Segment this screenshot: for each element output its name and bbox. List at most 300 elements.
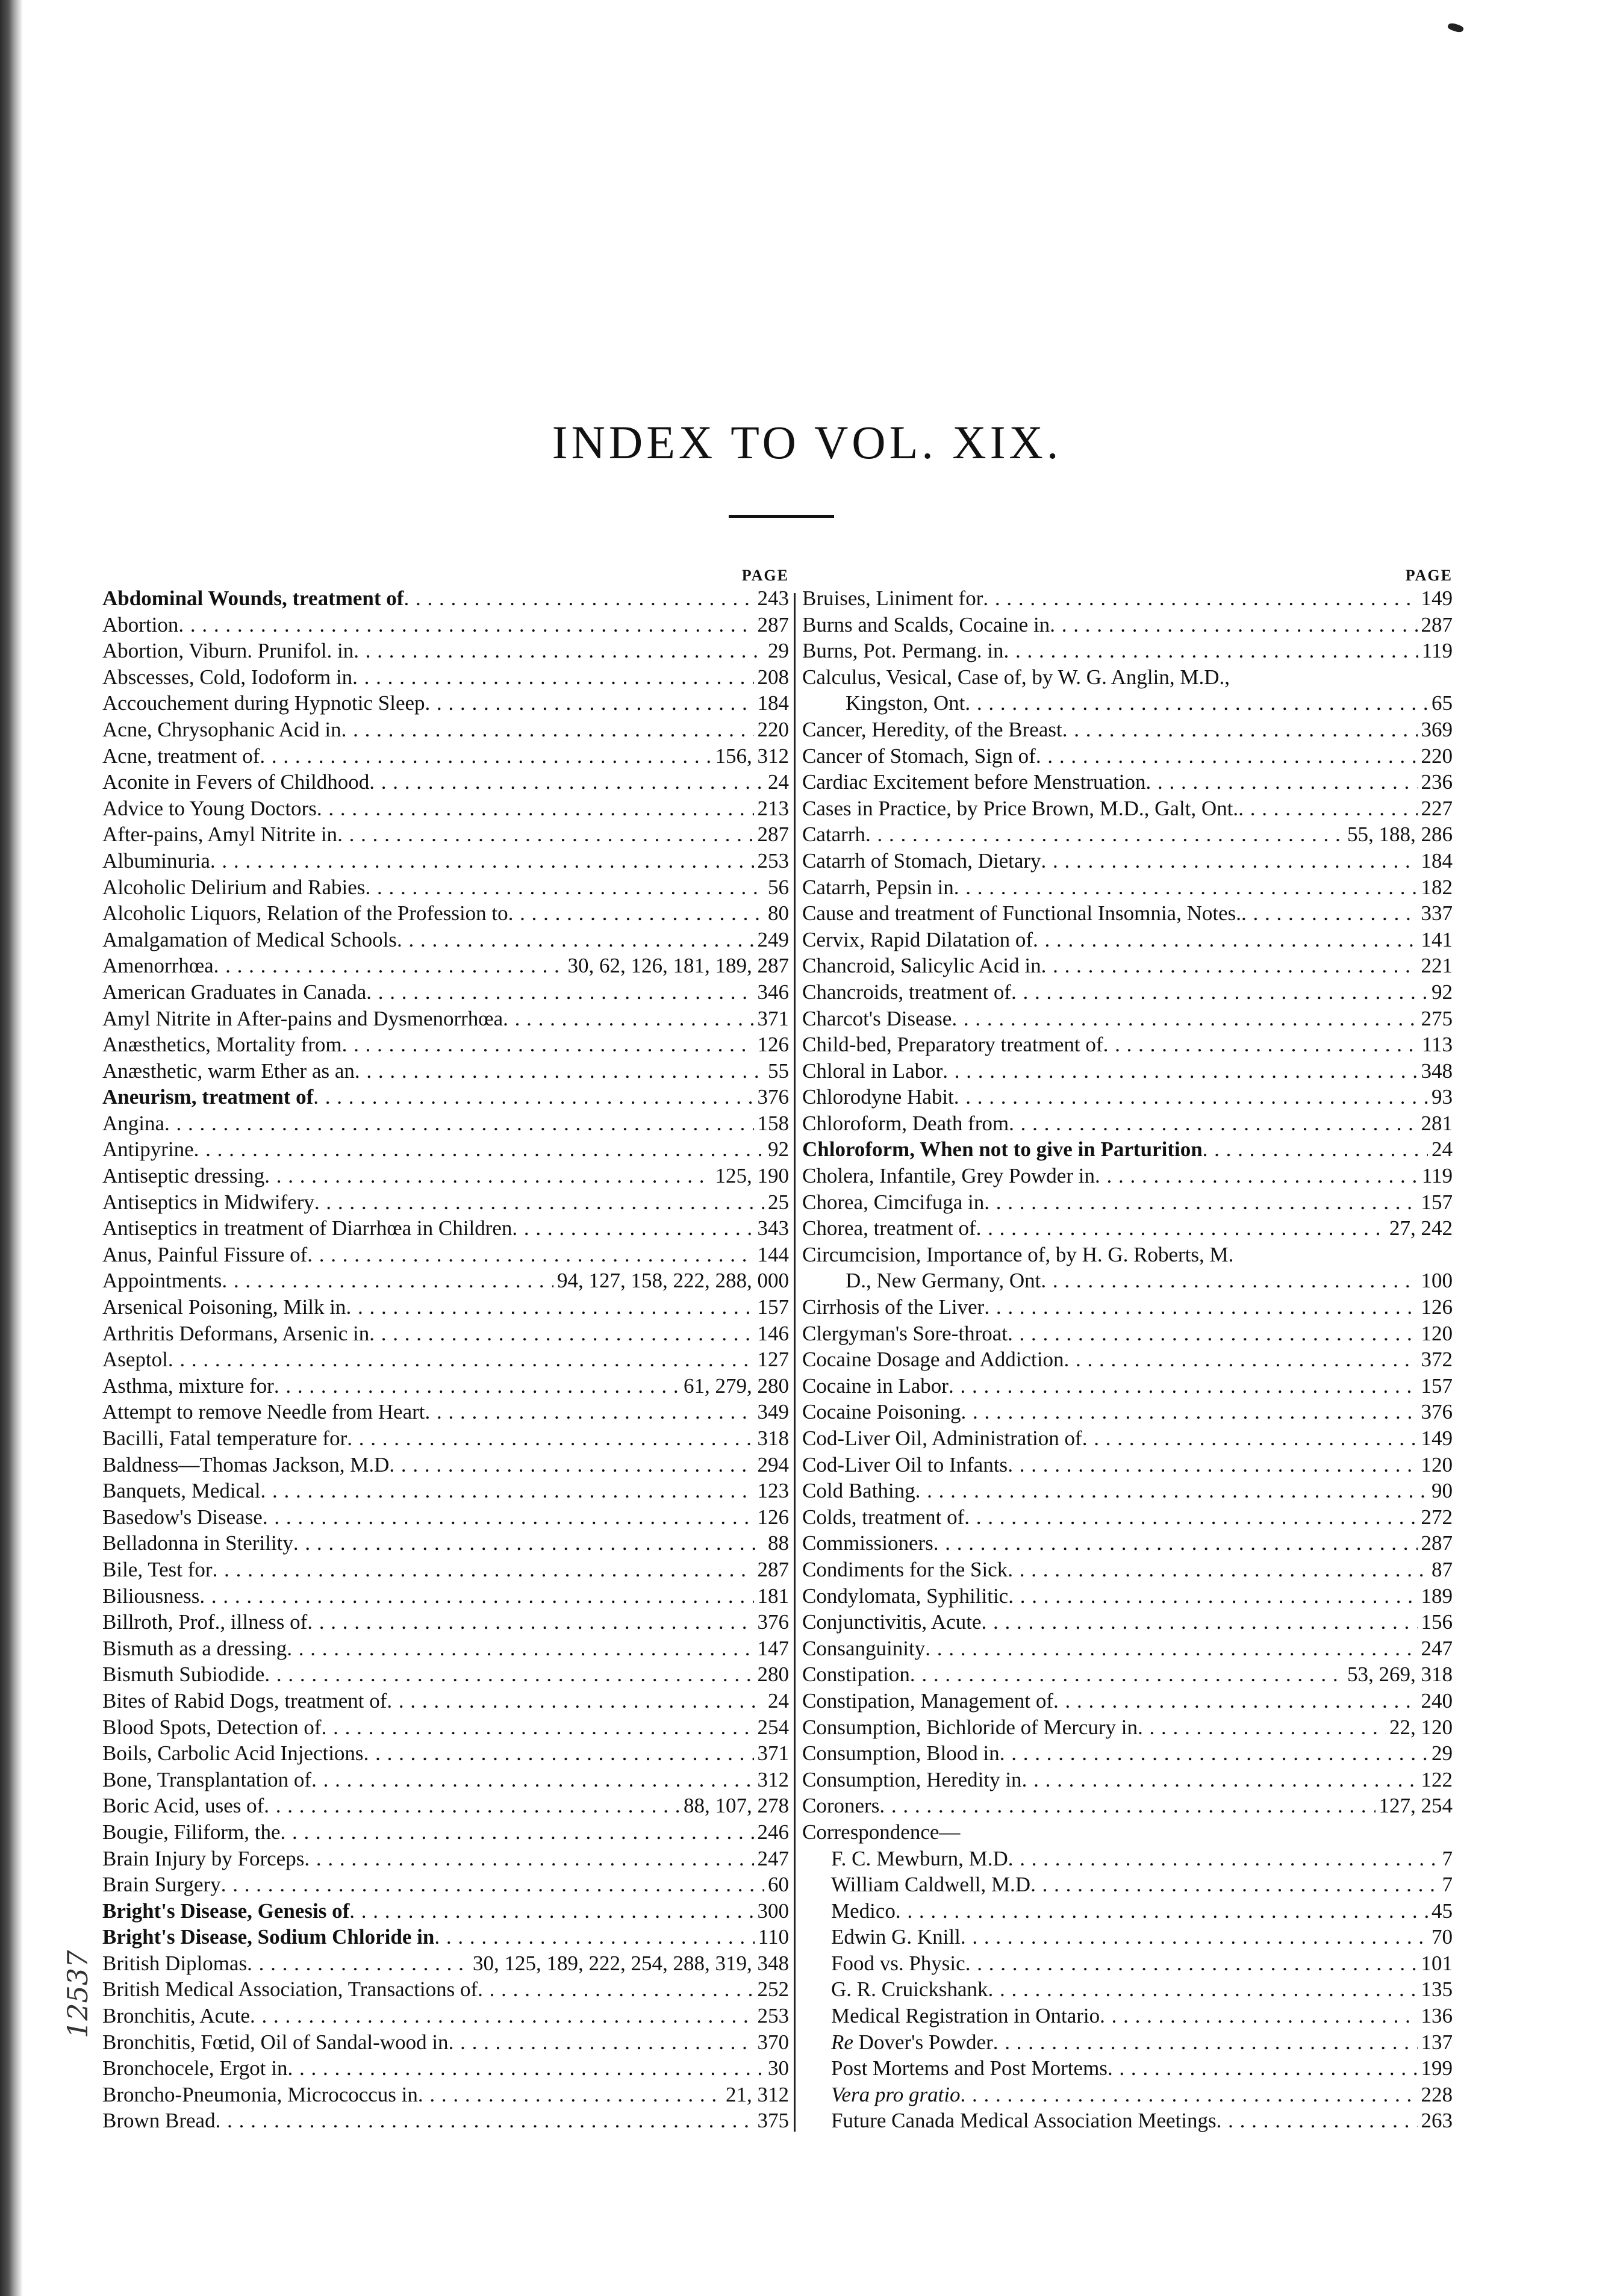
index-entry [802,1898,1453,1924]
index-entry-text: G. R. Cruickshank [831,1977,988,2002]
index-entry [802,1950,1453,1977]
index-entry [102,1661,789,1688]
dot-leader [508,900,764,927]
dot-leader [349,1898,753,1924]
index-entry-page: 199 [1421,2056,1453,2080]
index-entry-page: 247 [757,1846,789,1870]
index-entry-page: 29 [768,639,789,663]
index-entry-page: 7 [1442,1846,1453,1870]
index-entry-text: Bronchitis, Fœtid, Oil of Sandal-wood in [102,2030,449,2054]
dot-leader [425,690,754,717]
index-entry-text: Anæsthetics, Mortality from [102,1033,342,1057]
index-entry-text: Constipation [802,1663,910,1687]
index-entry [102,1609,789,1635]
dot-leader [1000,1740,1428,1767]
index-entry [802,1346,1453,1373]
dot-leader [865,821,1344,848]
dot-leader [925,1635,1417,1662]
dot-leader [263,1504,754,1531]
index-entry [802,1294,1453,1321]
dot-leader [210,848,754,874]
index-entry-page: 65 [1432,691,1453,715]
dot-leader [961,2082,1418,2108]
index-entry-text: D., New Germany, Ont [846,1269,1041,1293]
index-entry-text: Constipation, Management of [802,1688,1054,1713]
index-entry-page: 275 [1421,1006,1453,1030]
index-entry [802,2082,1453,2108]
index-entry [102,848,789,874]
index-entry-text: Broncho-Pneumonia, Micrococcus in [102,2082,418,2106]
dot-leader [503,1006,753,1032]
index-entry-text: Angina [102,1111,165,1135]
index-entry-text: Cocaine Poisoning [802,1400,961,1424]
index-entry [802,2055,1453,2082]
index-entry [802,874,1453,901]
index-entry-text: Bismuth Subiodide [102,1663,265,1687]
index-entry-page: 182 [1421,875,1453,899]
index-entry-page: 55 [768,1059,789,1083]
index-entry-text: Blood Spots, Detection of [102,1715,322,1739]
dot-leader [1064,1346,1417,1373]
page-column-label-right: PAGE [1405,567,1453,584]
index-entry-text: Abortion [102,612,179,636]
dot-leader [1041,953,1418,979]
index-entry-page: 281 [1421,1111,1453,1135]
dot-leader [1053,1688,1417,1714]
index-entry [802,1819,1453,1846]
dot-leader [214,953,564,979]
index-entry-text: Cocaine in Labor [802,1374,949,1398]
index-entry-page: 376 [757,1610,789,1634]
index-entry [102,1452,789,1478]
index-entry [102,1871,789,1898]
dot-leader [984,1294,1417,1321]
index-entry-page: 149 [1421,1426,1453,1450]
index-entry-text: Cod-Liver Oil, Administration of [802,1426,1082,1450]
dot-leader [983,585,1417,612]
index-entry-page: 25 [768,1190,789,1214]
index-entry-text: Child-bed, Preparatory treatment of [802,1033,1103,1057]
index-entry-text: Belladonna in Sterility [102,1531,293,1555]
index-entry-text: Cardiac Excitement before Menstruation [802,770,1146,794]
index-entry [802,612,1453,638]
index-entry [802,1399,1453,1425]
index-entry-text: Acne, treatment of [102,744,260,768]
index-entry-page: 110 [758,1925,789,1949]
dot-leader [311,1767,753,1793]
index-entry [102,1006,789,1032]
index-entry-page: 228 [1421,2082,1453,2106]
dot-leader [247,1950,469,1977]
dot-leader [984,1189,1417,1216]
index-entry-page: 100 [1421,1269,1453,1293]
dot-leader [1008,1557,1428,1583]
index-entry-page: 156 [1421,1610,1453,1634]
index-entry-text: Bites of Rabid Dogs, treatment of [102,1688,387,1713]
index-entry-text: Chancroids, treatment of [802,980,1011,1004]
index-entry [802,821,1453,848]
index-entry [102,717,789,743]
index-entry-page: 287 [1421,612,1453,636]
index-entry-page: 337 [1421,901,1453,926]
dot-leader [449,2029,754,2056]
index-entry-page: 318 [757,1426,789,1450]
index-entry [802,1688,1453,1714]
dot-leader [260,1478,753,1504]
index-entry [102,1215,789,1242]
index-entry [102,1031,789,1058]
index-entry [102,2108,789,2134]
index-entry-page: 119 [1421,639,1453,663]
index-entry-page: 126 [1421,1295,1453,1319]
dot-leader [164,1110,753,1137]
index-entry-text: Commissioners [802,1531,933,1555]
index-entry-text: Cocaine Dosage and Addiction [802,1348,1064,1372]
index-entry [102,1688,789,1714]
index-entry-page: 252 [757,1977,789,2002]
index-entry [802,1635,1453,1662]
index-entry-text: Consumption, Blood in [802,1741,1000,1766]
index-entry-page: 287 [757,823,789,847]
index-entry-text: Colds, treatment of [802,1505,965,1529]
dot-leader [307,1609,753,1635]
index-entry-page: 30, 125, 189, 222, 254, 288, 319, 348 [473,1951,789,1975]
index-entry [802,979,1453,1006]
dot-leader [1050,612,1417,638]
index-entry [102,1136,789,1163]
index-entry-page: 141 [1421,927,1453,951]
index-entry [802,1163,1453,1189]
index-entry [102,821,789,848]
index-entry-page: 147 [757,1636,789,1660]
index-entry-page: 156, 312 [715,744,789,768]
index-entry-text: Bruises, Liniment for [802,586,983,610]
index-entry-text: Chlorodyne Habit [802,1085,954,1109]
dot-leader [250,2003,754,2029]
margin-note-text: 12537 [61,1950,94,2038]
dot-leader [1238,795,1417,822]
dot-leader [418,2082,722,2108]
index-entry [102,1478,789,1504]
index-entry [802,1924,1453,1950]
index-entry-text: Condiments for the Sick [802,1557,1008,1581]
index-entry-page: 348 [1421,1059,1453,1083]
index-entry-text: Billroth, Prof., illness of [102,1610,308,1634]
dot-leader [264,1163,711,1189]
index-entry-page: 125, 190 [715,1164,789,1188]
index-entry-text: Coroners [802,1794,880,1818]
dot-leader [1008,1452,1417,1478]
index-entry-text: Bronchocele, Ergot in [102,2056,288,2080]
dot-leader [354,638,764,664]
index-entry [802,585,1453,612]
index-entry-text: Medical Registration in Ontario [831,2004,1100,2028]
index-entry-page: 181 [757,1584,789,1608]
index-entry [802,1583,1453,1610]
index-entry-text: Cold Bathing [802,1479,915,1503]
index-entry-text: Aneurism, treatment of [102,1085,314,1109]
dot-leader [1041,848,1418,874]
index-entry-page: 24 [1432,1137,1453,1162]
dot-leader [194,1136,764,1163]
index-entry-text: Bile, Test for [102,1557,213,1581]
index-entry-page: 60 [768,1873,789,1897]
index-entry-page: 80 [768,901,789,926]
dot-leader [896,1898,1428,1924]
index-entry [802,900,1453,927]
index-entry [802,1452,1453,1478]
index-entry-text: Anus, Painful Fissure of [102,1242,308,1266]
index-entry-page: 253 [757,848,789,873]
index-entry-page: 120 [1421,1321,1453,1345]
dot-leader [1009,1110,1417,1137]
index-entry-page: 208 [757,665,789,689]
index-entry [802,1530,1453,1557]
index-entry-text: Amalgamation of Medical Schools [102,927,397,951]
dot-leader [264,1661,753,1688]
dot-leader [293,1530,764,1557]
index-entry [802,1557,1453,1583]
dot-leader [213,1557,754,1583]
index-entry-page: 376 [757,1085,789,1109]
dot-leader [1241,900,1417,927]
index-entry [802,1006,1453,1032]
index-entry [102,927,789,953]
index-entry-page: 247 [1421,1636,1453,1660]
dot-leader [1008,1321,1417,1347]
index-entry-page: 280 [757,1663,789,1687]
index-entry [102,1504,789,1531]
dot-leader [1030,1871,1438,1898]
index-entry-page: 136 [1421,2004,1453,2028]
dot-leader [314,1189,764,1216]
index-entry [102,690,789,717]
index-entry [802,2003,1453,2029]
index-entry-text: Conjunctivitis, Acute [802,1610,982,1634]
index-entry-page: 113 [1421,1033,1453,1057]
index-entry-page: 127 [757,1348,789,1372]
index-entry-text: Brain Injury by Forceps [102,1846,305,1870]
binding-edge-shadow [0,0,23,2296]
index-entry-text: Bronchitis, Acute [102,2004,250,2028]
index-entry [102,900,789,927]
index-entry-text: Cirrhosis of the Liver [802,1295,985,1319]
index-entry-page: 120 [1421,1452,1453,1476]
index-entry-text: Antipyrine [102,1137,194,1162]
index-entry [102,795,789,822]
index-entry [802,2029,1453,2056]
index-entry [102,1163,789,1189]
index-column-left [102,566,789,2134]
index-entry-text: Alcoholic Delirium and Rabies [102,875,366,899]
index-entry-page: 70 [1432,1925,1453,1949]
index-entry-text: Consumption, Heredity in [802,1767,1022,1791]
index-entry-text: Cholera, Infantile, Grey Powder in [802,1164,1095,1188]
index-entries-right [802,585,1453,2134]
index-entry-page: 272 [1421,1505,1453,1529]
dot-leader [965,1950,1418,1977]
index-entry-page: 349 [757,1400,789,1424]
index-entry-page: 24 [768,1688,789,1713]
index-entry-text: Circumcision, Importance of, by H. G. Roberts, M. [802,1242,1234,1266]
index-entry-text: Antiseptics in Midwifery [102,1190,314,1214]
title-rule [729,515,834,518]
index-entry-text: Cancer, Heredity, of the Breast [802,717,1062,741]
index-entry [102,1321,789,1347]
dot-leader [943,1058,1417,1084]
index-entry [802,1189,1453,1216]
index-entry [802,769,1453,795]
index-entry [102,1530,789,1557]
index-entry-page: 157 [757,1295,789,1319]
dot-leader [260,743,711,770]
index-entry-text: Antiseptic dressing [102,1164,265,1188]
dot-leader [369,769,764,795]
index-column-right [802,566,1453,2134]
index-entry [102,1058,789,1084]
index-entry [102,1767,789,1793]
dot-leader [1108,2055,1418,2082]
index-entry-page: 243 [757,586,789,610]
index-entry [102,585,789,612]
index-entry [102,769,789,795]
index-entry-text: Clergyman's Sore-throat [802,1321,1008,1345]
index-entry-text: British Medical Association, Transactions of [102,1977,478,2002]
index-entry-text: Asthma, mixture for [102,1374,274,1398]
dot-leader [952,1006,1417,1032]
index-entry-text: Antiseptics in treatment of Diarrhœa in Children [102,1216,513,1240]
index-entry-page: 127, 254 [1379,1794,1453,1818]
index-entry [802,1242,1453,1268]
index-entry [102,1110,789,1137]
index-entry [802,1215,1453,1242]
index-entry [102,2082,789,2108]
index-entry [802,717,1453,743]
index-entry-page: 101 [1421,1951,1453,1975]
dot-leader [1008,1846,1439,1872]
index-entry-page: 24 [768,770,789,794]
index-entry-page: 369 [1421,717,1453,741]
index-entry-text: William Caldwell, M.D [831,1873,1031,1897]
index-entry-text: F. C. Mewburn, M.D [831,1846,1008,1870]
dot-leader [366,979,753,1006]
index-entry-text: Cases in Practice, by Price Brown, M.D., Galt, Ont. [802,796,1239,820]
index-entry-page: 312 [757,1767,789,1791]
index-entry-text: Vera pro gratio [831,2082,961,2106]
index-entry [102,1846,789,1872]
index-entry-text: Food vs. Physic [831,1951,965,1975]
dot-leader [988,1976,1418,2003]
index-entry-text: Accouchement during Hypnotic Sleep [102,691,425,715]
dot-leader [478,1976,753,2003]
index-entry-text: Correspondence— [802,1820,961,1844]
index-entry-text: Bougie, Filiform, the [102,1820,281,1844]
index-entry-text: Anæsthetic, warm Ether as an [102,1059,355,1083]
dot-leader [216,2108,754,2134]
index-entry-text: Calculus, Vesical, Case of, by W. G. Anglin, M.D., [802,665,1230,689]
index-entry-text: Brown Bread [102,2109,216,2133]
index-entry-page: 149 [1421,586,1453,610]
index-entry-text: Chancroid, Salicylic Acid in [802,954,1041,978]
dot-leader [1103,1031,1418,1058]
index-entry-page: 300 [757,1899,789,1923]
index-entry-page: 146 [757,1321,789,1345]
index-entry [102,1583,789,1610]
index-entry [802,664,1453,691]
index-entry-text: Brain Surgery [102,1873,221,1897]
index-entry [102,2055,789,2082]
index-entry [102,1268,789,1294]
dot-leader [1082,1425,1418,1452]
index-entry [102,638,789,664]
index-entry-page: 254 [757,1715,789,1739]
index-entry-page: 371 [757,1006,789,1030]
index-entry-text: Bacilli, Fatal temperature for [102,1426,347,1450]
dot-leader [954,1084,1428,1110]
index-entry [802,1740,1453,1767]
index-entry-text: Catarrh, Pepsin in [802,875,954,899]
index-entry [102,1557,789,1583]
index-entry-page: 88, 107, 278 [684,1794,789,1818]
index-entry [802,1976,1453,2003]
dot-leader [222,1268,553,1294]
index-entry-page: 343 [757,1216,789,1240]
index-entry-page: 126 [757,1505,789,1529]
index-entry-page: 246 [757,1820,789,1844]
index-entry-text: Abdominal Wounds, treatment of [102,586,404,610]
index-entry [102,1084,789,1110]
index-entry-page: 253 [757,2004,789,2028]
index-entry-text: British Diplomas [102,1951,248,1975]
index-entry-text: Bismuth as a dressing [102,1636,287,1660]
index-entry-text: Chloroform, When not to give in Parturition [802,1137,1203,1162]
index-entry-page: 221 [1421,954,1453,978]
index-entry-text: Abortion, Viburn. Prunifol. in [102,639,354,663]
index-entry-text: Amyl Nitrite in After-pains and Dysmenorrhœa [102,1006,503,1030]
index-entry-text: Albuminuria [102,848,210,873]
dot-leader [1095,1163,1418,1189]
index-entry-text: Abscesses, Cold, Iodoform in [102,665,353,689]
index-entry-text: Chloroform, Death from [802,1111,1009,1135]
index-entry-text: Condylomata, Syphilitic [802,1584,1009,1608]
index-entry-text: Biliousness [102,1584,200,1608]
index-entry-text: Chorea, treatment of [802,1216,976,1240]
dot-leader [199,1583,753,1610]
index-entry [802,1609,1453,1635]
index-entry-text: Burns and Scalds, Cocaine in [802,612,1050,636]
column-divider [794,593,796,2132]
index-entry-page: 29 [1432,1741,1453,1766]
index-entry-text: Chloral in Labor [802,1059,943,1083]
index-entry-text: Basedow's Disease [102,1505,263,1529]
index-entry-page: 21, 312 [726,2082,789,2106]
index-entry [802,1504,1453,1531]
index-entry-text: Banquets, Medical [102,1479,261,1503]
index-entry [802,1767,1453,1793]
index-entry-page: 90 [1432,1479,1453,1503]
index-entry-text: American Graduates in Canada [102,980,367,1004]
dot-leader [1217,2108,1418,2134]
dot-leader [317,795,754,822]
index-entry [102,979,789,1006]
dot-leader [389,1452,753,1478]
index-entry-text: Cancer of Stomach, Sign of [802,744,1036,768]
dot-leader [954,874,1418,901]
index-entry-page: 184 [757,691,789,715]
index-entry-text: Cause and treatment of Functional Insomnia, Notes. [802,901,1242,926]
index-entry [102,1635,789,1662]
index-entry-text: Aseptol [102,1348,168,1372]
